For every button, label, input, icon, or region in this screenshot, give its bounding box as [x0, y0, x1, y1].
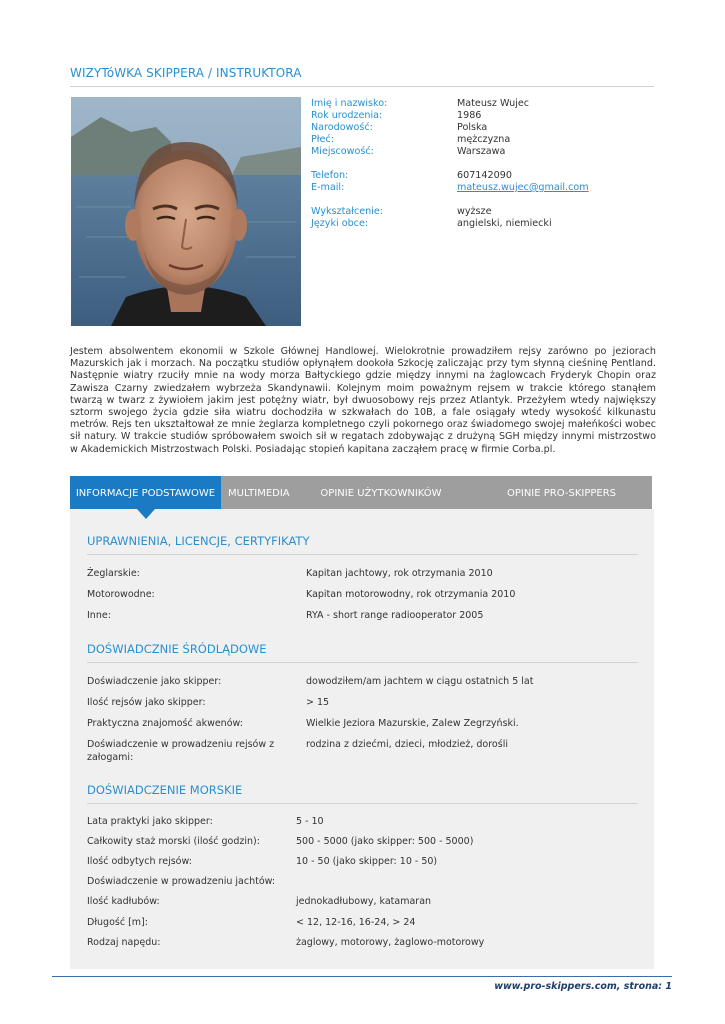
- info-value: angielski, niemiecki: [457, 218, 552, 229]
- row-label: Doświadczenie w prowadzeniu rejsów z załogami:: [87, 739, 275, 763]
- info-label: Języki obce:: [311, 218, 369, 229]
- row-value: 5 - 10: [296, 816, 324, 827]
- info-row-nationality: [311, 122, 651, 134]
- info-label: Płeć:: [311, 134, 334, 145]
- row-label: Ilość kadłubów:: [87, 896, 160, 907]
- row-value: RYA - short range radiooperator 2005: [306, 610, 484, 621]
- info-value: Warszawa: [457, 146, 506, 157]
- info-value: mężczyzna: [457, 134, 511, 145]
- section-title-licenses: UPRAWNIENIA, LICENCJE, CERTYFIKATY: [87, 534, 310, 548]
- row-label: Rodzaj napędu:: [87, 937, 161, 948]
- page-title: WIZYTóWKA SKIPPERA / INSTRUKTORA: [70, 66, 302, 80]
- section-divider: [87, 803, 638, 804]
- footer-divider: [52, 976, 672, 977]
- tab-pro-skippers-reviews[interactable]: OPINIE PRO-SKIPPERS: [506, 488, 617, 499]
- section-divider: [87, 662, 638, 663]
- row-value: rodzina z dziećmi, dzieci, młodzież, dorośli: [306, 739, 508, 750]
- row-label: Żeglarskie:: [87, 568, 140, 579]
- row-label: Doświadczenie jako skipper:: [87, 676, 222, 687]
- info-value: wyższe: [457, 206, 492, 217]
- row-label: Ilość odbytych rejsów:: [87, 856, 192, 867]
- row-value: 500 - 5000 (jako skipper: 500 - 5000): [296, 836, 474, 847]
- row-label: Doświadczenie w prowadzeniu jachtów:: [87, 876, 276, 887]
- tab-basic-info[interactable]: INFORMACJE PODSTAWOWE: [70, 476, 221, 509]
- row-value: Kapitan jachtowy, rok otrzymania 2010: [306, 568, 493, 579]
- row-label: Ilość rejsów jako skipper:: [87, 697, 206, 708]
- info-label: Narodowość:: [311, 122, 373, 133]
- tab-user-reviews[interactable]: OPINIE UŻYTKOWNIKÓW: [320, 488, 442, 499]
- row-value: 10 - 50 (jako skipper: 10 - 50): [296, 856, 438, 867]
- info-row-phone: [311, 170, 651, 182]
- row-label: Całkowity staż morski (ilość godzin):: [87, 836, 260, 847]
- info-row-gender: [311, 134, 651, 146]
- section-divider: [87, 554, 638, 555]
- active-tab-indicator: [137, 509, 155, 519]
- info-label: Imię i nazwisko:: [311, 98, 388, 109]
- row-value: < 12, 12-16, 16-24, > 24: [296, 917, 416, 928]
- phone-value: 607142090: [457, 170, 512, 181]
- row-label: Praktyczna znajomość akwenów:: [87, 718, 243, 729]
- info-value: 1986: [457, 110, 482, 121]
- info-label: E-mail:: [311, 182, 345, 193]
- info-row-email: [311, 182, 651, 194]
- row-value: Kapitan motorowodny, rok otrzymania 2010: [306, 589, 516, 600]
- info-row-birth-year: [311, 110, 651, 122]
- personal-info: [311, 98, 651, 230]
- row-label: Lata praktyki jako skipper:: [87, 816, 213, 827]
- row-value: > 15: [306, 697, 330, 708]
- section-title-sea: DOŚWIADCZENIE MORSKIE: [87, 783, 243, 797]
- row-value: żaglowy, motorowy, żaglowo-motorowy: [296, 937, 485, 948]
- row-label: Motorowodne:: [87, 589, 155, 600]
- info-row-city: [311, 146, 651, 158]
- row-value: Wielkie Jeziora Mazurskie, Zalew Zegrzyński.: [306, 718, 519, 729]
- info-label: Telefon:: [311, 170, 349, 181]
- spacer: [311, 194, 651, 206]
- info-row-languages: [311, 218, 651, 230]
- info-value: Polska: [457, 122, 488, 133]
- profile-photo: [71, 97, 301, 326]
- spacer: [311, 158, 651, 170]
- row-label: Długość [m]:: [87, 917, 148, 928]
- section-title-inland: DOŚWIADCZNIE ŚRÓDLĄDOWE: [87, 642, 267, 656]
- tab-multimedia[interactable]: MULTIMEDIA: [228, 488, 290, 499]
- row-value: dowodziłem/am jachtem w ciągu ostatnich 5 lat: [306, 676, 534, 687]
- info-label: Rok urodzenia:: [311, 110, 383, 121]
- footer-text: www.pro-skippers.com, strona: 1: [494, 981, 672, 992]
- email-link[interactable]: mateusz.wujec@gmail.com: [457, 182, 589, 193]
- biography-text: Jestem absolwentem ekonomii w Szkole Głównej Handlowej. Wielokrotnie prowadziłem rejsy zarówno po jeziorach Mazurskich jak i morzach. Na początku studiów opłynąłem dookoła Szkocję zaliczając przy tym słynną cieśninę Pentland. Następnie wiatry rzuciły mnie na wody morza Bałtyckiego gdzie między innymi na żaglowcach Fryderyk Chopin oraz Zawisza Czarny zwiedzałem wybrzeża Skandynawii. Kolejnym moim poważnym rejsem w trakcie którego stanąłem twarzą w twarz z żywiołem jakim jest potężny wiatr, był dwuosobowy rejs przez Atlantyk. Przeżyłem wtedy największy sztorm swojego życia gdzie siła wiatru dochodziła w szkwałach do 10B, a fale osiągały wtedy wysokość kilkunastu metrów. Rejs ten ukształtował ze mnie żeglarza kompletnego czyli pokornego oraz świadomego swojej małeńkości wobec sił natury. W trakcie studiów spróbowałem swoich sił w regatach zdobywając z drużyną SGH między innymi mistrzostwo w Akademickich Mistrzostwach Polski. Posiadając stopień kapitana zacząłem pracę w firmie Corba.pl.: [70, 346, 656, 455]
- row-label: Inne:: [87, 610, 111, 621]
- row-value: jednokadłubowy, katamaran: [296, 896, 432, 907]
- title-divider: [70, 86, 654, 87]
- info-label: Wykształcenie:: [311, 206, 384, 217]
- tab-bar: [70, 476, 652, 509]
- info-value: Mateusz Wujec: [457, 98, 530, 109]
- info-row-education: [311, 206, 651, 218]
- info-row-name: [311, 98, 651, 110]
- info-label: Miejscowość:: [311, 146, 374, 157]
